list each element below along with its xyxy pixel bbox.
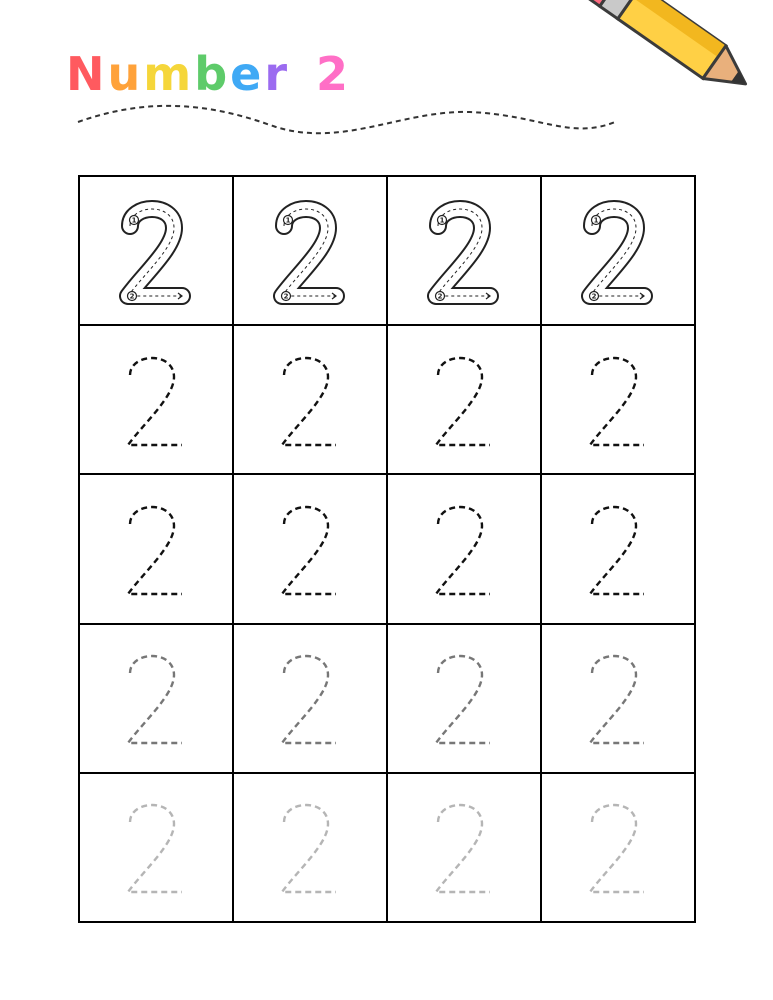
trace-cell <box>542 475 696 624</box>
svg-text:1: 1 <box>593 215 599 224</box>
trace-cell <box>234 326 388 475</box>
dashed-trace-digit <box>270 494 350 604</box>
title-letter: e <box>230 47 265 101</box>
dashed-trace-digit <box>578 494 658 604</box>
trace-cell <box>388 475 542 624</box>
trace-cell <box>388 774 542 923</box>
dashed-trace-digit <box>578 643 658 753</box>
dashed-trace-digit <box>116 345 196 455</box>
dashed-trace-digit <box>578 345 658 455</box>
dashed-trace-digit <box>578 792 658 902</box>
trace-cell <box>80 177 234 326</box>
svg-text:1: 1 <box>439 215 445 224</box>
dashed-trace-digit <box>424 345 504 455</box>
trace-cell <box>542 774 696 923</box>
trace-cell <box>80 475 234 624</box>
dashed-trace-digit <box>270 643 350 753</box>
svg-text:2: 2 <box>129 291 135 300</box>
svg-text:1: 1 <box>285 215 291 224</box>
trace-cell <box>80 625 234 774</box>
title-letter: N <box>66 47 108 101</box>
title-letter: b <box>194 47 231 101</box>
stroke-start-marker <box>130 215 139 224</box>
svg-text:2: 2 <box>283 291 289 300</box>
trace-cell <box>388 326 542 475</box>
stroke-start-marker <box>282 291 291 300</box>
stroke-start-marker <box>438 215 447 224</box>
stroke-start-marker <box>436 291 445 300</box>
guided-digit-outline <box>270 196 350 306</box>
trace-cell <box>542 326 696 475</box>
trace-cell <box>234 625 388 774</box>
dashed-trace-digit <box>116 792 196 902</box>
dashed-trace-digit <box>270 792 350 902</box>
dashed-trace-digit <box>116 643 196 753</box>
title-letter: m <box>143 47 195 101</box>
trace-cell <box>388 177 542 326</box>
trace-cell <box>80 774 234 923</box>
dashed-wavy-line <box>78 106 615 133</box>
header-decoration <box>0 0 773 160</box>
trace-cell <box>388 625 542 774</box>
dashed-trace-digit <box>424 494 504 604</box>
stroke-start-marker <box>284 215 293 224</box>
stroke-start-marker <box>128 291 137 300</box>
svg-text:2: 2 <box>591 291 597 300</box>
trace-cell <box>80 326 234 475</box>
dashed-trace-digit <box>116 494 196 604</box>
trace-cell <box>234 177 388 326</box>
svg-text:1: 1 <box>131 215 137 224</box>
trace-cell <box>542 625 696 774</box>
trace-cell <box>234 774 388 923</box>
title-letter: r <box>264 47 291 101</box>
guided-digit-outline <box>424 196 504 306</box>
trace-cell <box>234 475 388 624</box>
dashed-trace-digit <box>424 643 504 753</box>
stroke-start-marker <box>592 215 601 224</box>
title-letter: u <box>107 47 144 101</box>
stroke-start-marker <box>590 291 599 300</box>
title-digit: 2 <box>316 47 352 101</box>
tracing-grid <box>78 175 696 923</box>
dashed-trace-digit <box>270 345 350 455</box>
trace-cell <box>542 177 696 326</box>
svg-text:2: 2 <box>437 291 443 300</box>
pencil-icon <box>582 0 757 100</box>
guided-digit-outline <box>116 196 196 306</box>
guided-digit-outline <box>578 196 658 306</box>
dashed-trace-digit <box>424 792 504 902</box>
